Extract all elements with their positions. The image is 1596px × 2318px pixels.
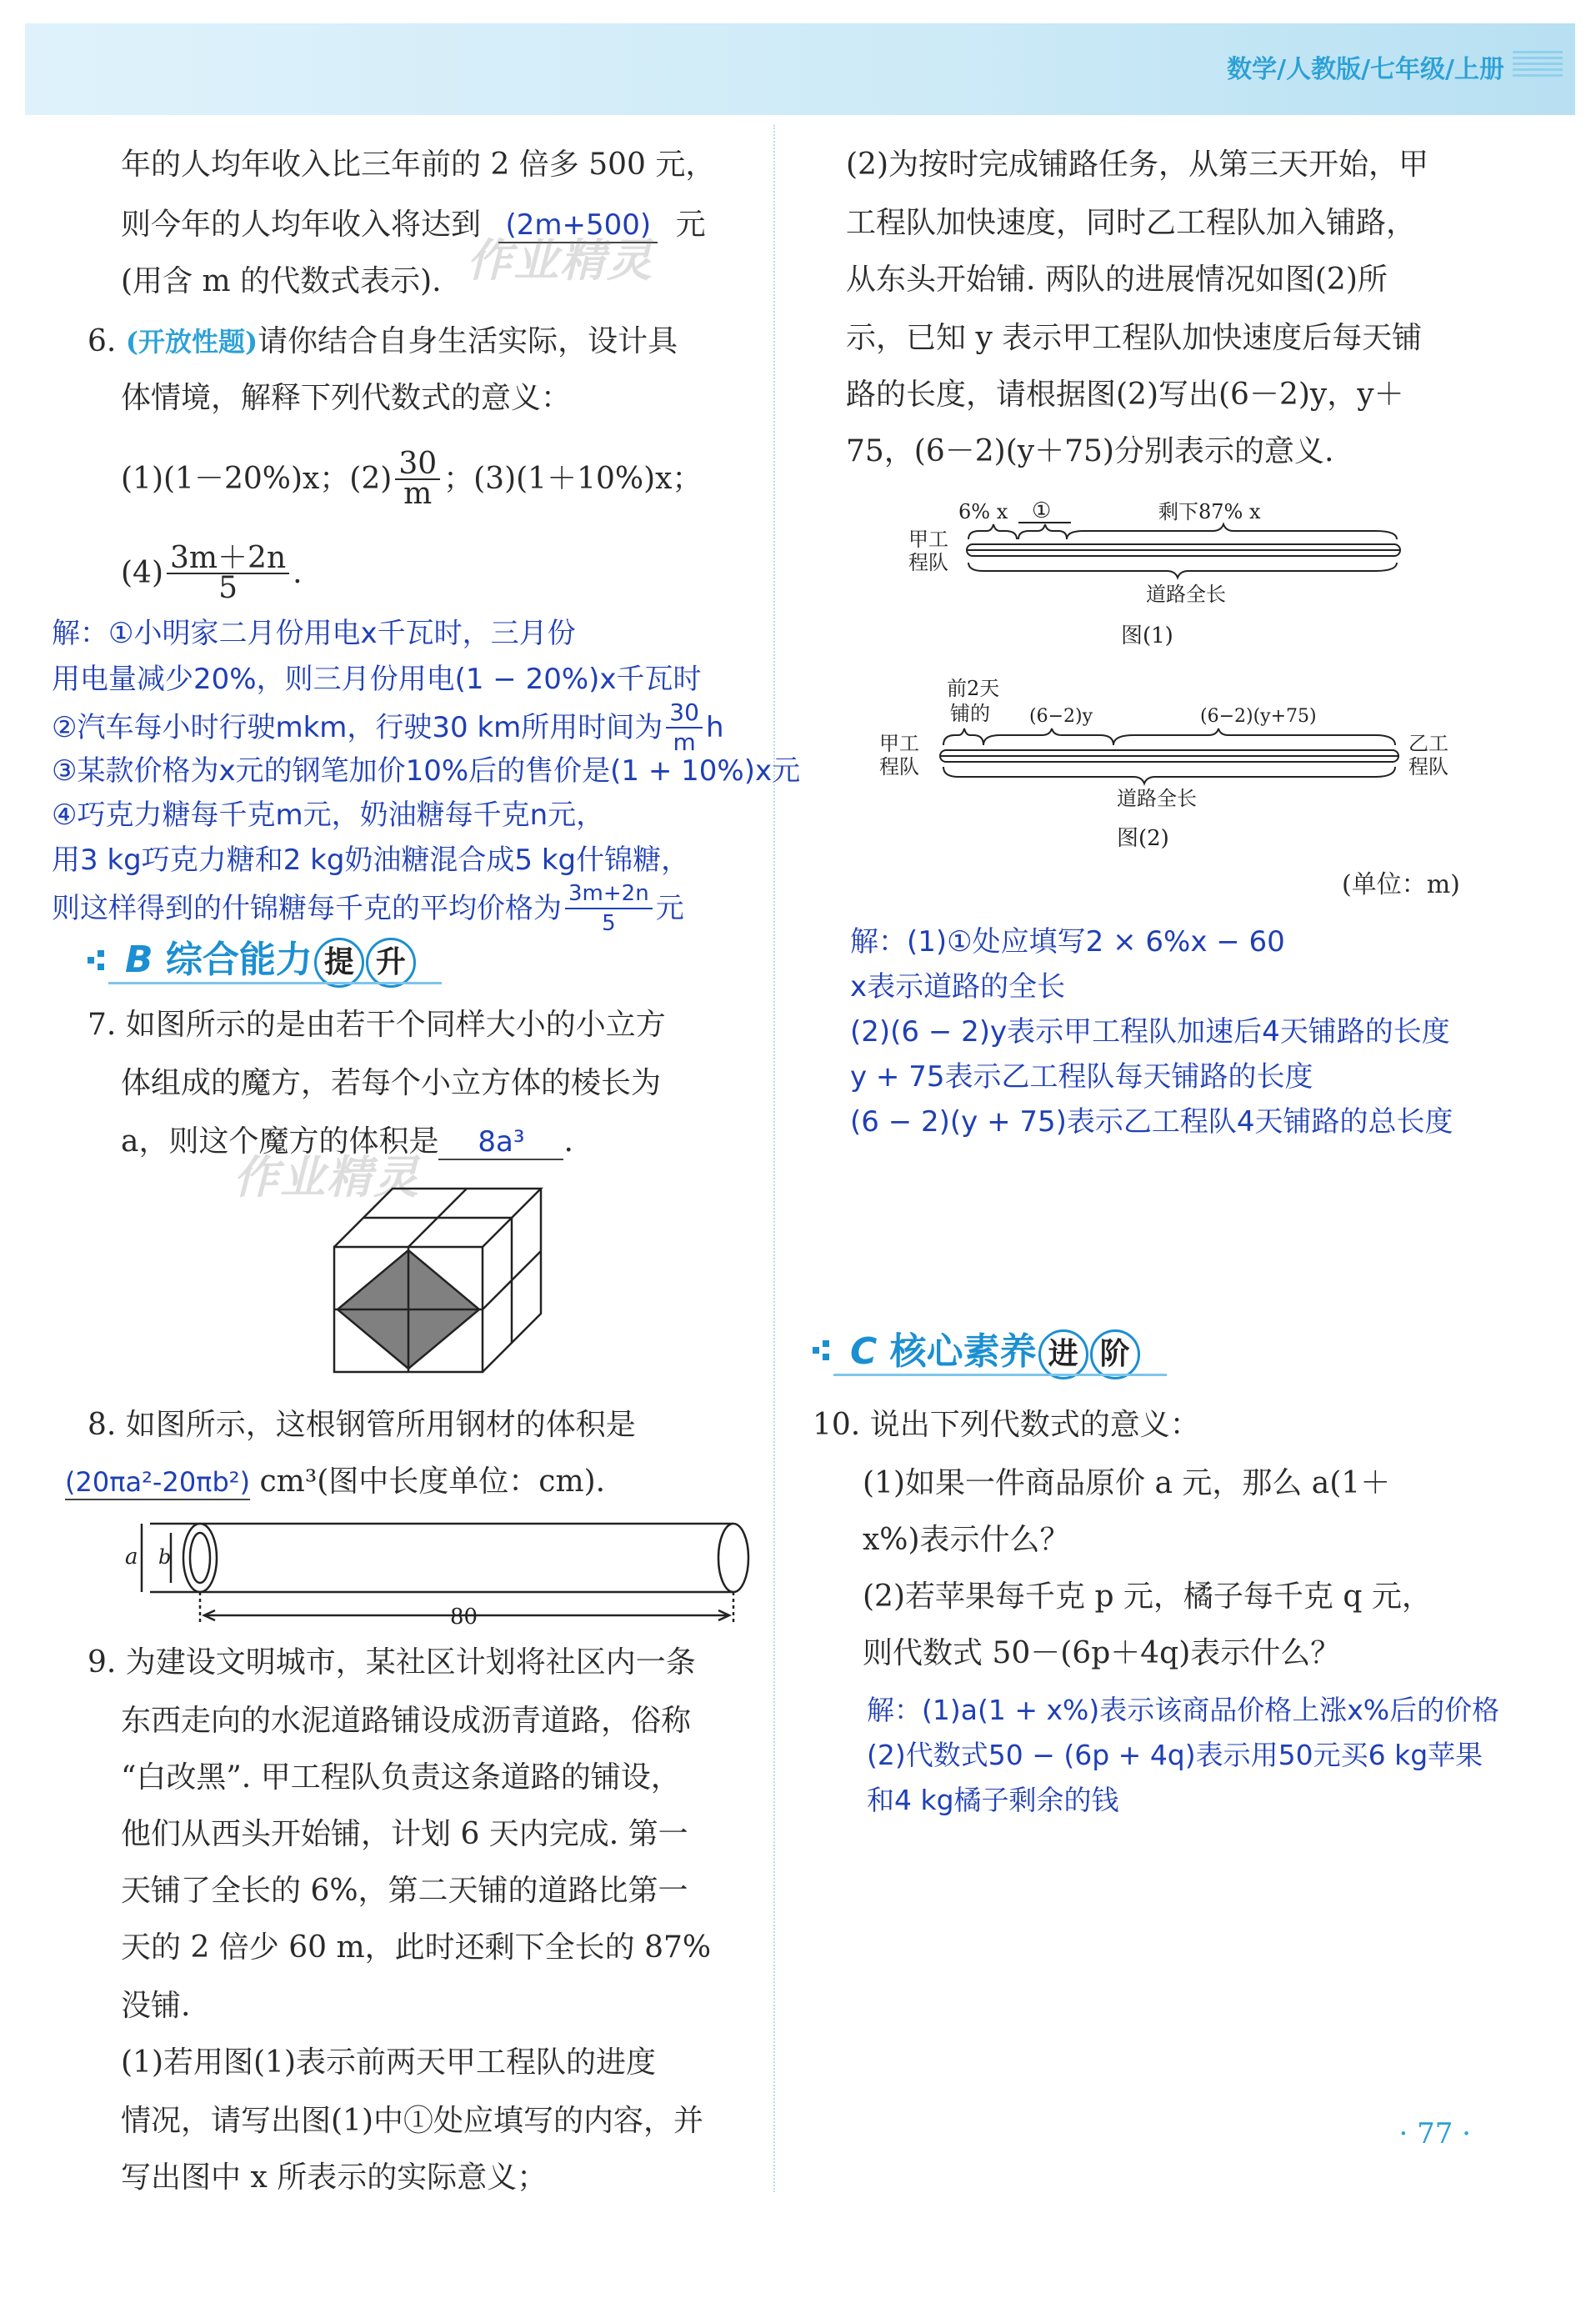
q6-tag: (开放性题) [125, 326, 258, 358]
pipe-figure [117, 1509, 750, 1634]
header-title: 数学/人教版/七年级/上册 [1227, 55, 1504, 84]
fig2-team-b-line1: 乙工 [1408, 732, 1448, 755]
q9-answer-line1: 解：(1)①处应填写2 × 6%x − 60 [850, 925, 1285, 959]
q10-answer-line3: 和4 kg橘子剩余的钱 [867, 1784, 1119, 1816]
q10-line5: 则代数式 50－(6p＋4q)表示什么？ [863, 1636, 1341, 1670]
q7-line3: a，则这个魔方的体积是 8a³ . [121, 1124, 573, 1159]
fig2-team-b-line2: 程队 [1408, 755, 1448, 779]
q5-answer: (2m+500) [498, 208, 658, 243]
q9-answer-line2: x表示道路的全长 [850, 970, 1066, 1004]
q9-part2-line6: 75，(6－2)(y＋75)分别表示的意义. [846, 434, 1334, 468]
q8-line1: 8. 如图所示，这根钢管所用钢材的体积是 [88, 1408, 636, 1442]
fig2-label-team-b: (6−2)(y+75) [1200, 706, 1317, 727]
q9-part2-line1: (2)为按时完成铺路任务，从第三天开始，甲 [846, 148, 1428, 182]
q5-line2: 则今年的人均年收入将达到 (2m+500) 元 [121, 208, 706, 242]
q9-line3: “白改黑”. 甲工程队负责这条道路的铺设， [121, 1760, 681, 1795]
q6-answer-line4: ③某款价格为x元的钢笔加价10%后的售价是(1 + 10%)x元 [52, 754, 801, 788]
unit-note: (单位：m) [1342, 870, 1460, 899]
q7-line1: 7. 如图所示的是由若干个同样大小的小立方 [88, 1008, 666, 1042]
q9-answer-line4: y + 75表示乙工程队每天铺路的长度 [850, 1060, 1313, 1094]
q6-answer-line2: 用电量减少20%，则三月份用电(1 − 20%)x千瓦时 [52, 663, 702, 696]
q9-line10: 写出图中 x 所表示的实际意义； [121, 2160, 548, 2195]
section-b-dots [88, 950, 106, 975]
q6-fraction-4: $\frac{3m+2n}{5}$ [167, 544, 289, 603]
section-c-dots [813, 1340, 831, 1365]
fig2-team-a-line1: 甲工 [879, 732, 919, 755]
fig2-label-team-a: (6−2)y [1029, 706, 1093, 727]
q6-answer-line3: ②汽车每小时行驶mkm，行驶30 km所用时间为 $\frac{30}{m}$ h [52, 698, 724, 756]
progress-figure-2 [867, 667, 1467, 859]
q7-line2: 体组成的魔方，若每个小立方体的棱长为 [121, 1066, 662, 1100]
q9-answer-line3: (2)(6 − 2)y表示甲工程队加速后4天铺路的长度 [850, 1015, 1450, 1049]
section-c-title: C 核心素养 进 阶 [850, 1321, 1140, 1379]
q9-line7: 没铺. [121, 1989, 191, 2023]
q9-line4: 他们从西头开始铺，计划 6 天内完成. 第一 [121, 1817, 688, 1851]
q7-answer: 8a³ [438, 1125, 563, 1160]
q10-answer-line2: (2)代数式50 − (6p + 4q)表示用50元买6 kg苹果 [867, 1739, 1483, 1771]
fig1-team-a-line2: 程队 [908, 551, 948, 574]
q9-part2-line3: 从东头开始铺. 两队的进展情况如图(2)所 [846, 263, 1388, 297]
q9-line1: 9. 为建设文明城市，某社区计划将社区内一条 [88, 1645, 696, 1680]
fig1-label-6pct: 6% x [958, 500, 1008, 523]
pipe-label-a: a [125, 1544, 138, 1570]
section-b-underline [108, 982, 442, 984]
header-decoration [1513, 50, 1563, 77]
q9-line8: (1)若用图(1)表示前两天甲工程队的进度 [121, 2045, 656, 2080]
q9-answer-line5: (6 − 2)(y + 75)表示乙工程队4天铺路的总长度 [850, 1105, 1453, 1139]
q6-answer-line5: ④巧克力糖每千克m元，奶油糖每千克n元， [52, 799, 605, 832]
section-b-title: B 综合能力 提 升 [125, 929, 416, 988]
q9-part2-line4: 示，已知 y 表示甲工程队加快速度后每天铺 [846, 321, 1423, 355]
q6-line2: 体情境，解释下列代数式的意义： [121, 381, 572, 415]
fig2-team-a-line2: 程队 [879, 755, 919, 779]
q9-part2-line5: 路的长度，请根据图(2)写出(6－2)y，y＋ [846, 378, 1404, 412]
fig1-label-circle1: ① [1032, 498, 1052, 523]
q10-line3: x%)表示什么？ [863, 1523, 1070, 1557]
q5-line1: 年的人均年收入比三年前的 2 倍多 500 元， [121, 148, 716, 182]
q10-line4: (2)若苹果每千克 p 元，橘子每千克 q 元， [863, 1580, 1432, 1614]
q9-line6: 天的 2 倍少 60 m，此时还剩下全长的 87% [121, 1930, 712, 1965]
fig2-label-total: 道路全长 [1117, 787, 1197, 810]
fig1-caption: 图(1) [1121, 623, 1173, 648]
q5-line3: (用含 m 的代数式表示). [121, 264, 442, 298]
q6-fraction-2: $\frac{30}{m}$ [395, 450, 440, 508]
q9-part2-line2: 工程队加快速度，同时乙工程队加入铺路， [846, 206, 1417, 240]
q8-answer: (20πa²-20πb²) [65, 1465, 250, 1500]
q9-line2: 东西走向的水泥道路铺设成沥青道路，俗称 [121, 1704, 692, 1738]
fig2-label-first2days-1: 前2天 [947, 677, 1000, 700]
fig1-team-a-line1: 甲工 [908, 528, 948, 551]
fig1-label-remaining: 剩下87% x [1158, 500, 1261, 523]
q6-item4: (4) $\frac{3m+2n}{5}$ . [121, 541, 303, 605]
section-c-underline [833, 1374, 1167, 1376]
q9-line5: 天铺了全长的 6%，第二天铺的道路比第一 [121, 1874, 688, 1908]
q6-answer-line6: 用3 kg巧克力糖和2 kg奶油糖混合成5 kg什锦糖， [52, 844, 690, 877]
fig1-label-total: 道路全长 [1146, 583, 1226, 606]
watermark-2: 作业精灵 [233, 1151, 420, 1204]
page-number: · 77 · [1398, 2117, 1471, 2150]
q6-items: (1)(1－20%)x；(2) $\frac{30}{m}$ ；(3)(1＋10%)x； [121, 447, 703, 511]
q6-answer-line7: 则这样得到的什锦糖每千克的平均价格为 $\frac{3m+2n}{5}$ 元 [52, 881, 684, 936]
q9-line9: 情况，请写出图(1)中①处应填写的内容，并 [121, 2104, 703, 2138]
q6-answer-line1: 解：①小明家二月份用电x千瓦时，三月份 [52, 617, 576, 650]
q10-line2: (1)如果一件商品原价 a 元，那么 a(1＋ [863, 1466, 1391, 1500]
pipe-label-b: b [158, 1545, 172, 1569]
q10-line1: 10. 说出下列代数式的意义： [813, 1408, 1200, 1442]
pipe-label-length: 80 [450, 1605, 478, 1630]
progress-figure-1 [900, 488, 1433, 654]
q6-line1: 6. (开放性题)请你结合自身生活实际，设计具 [88, 324, 678, 358]
column-divider [773, 125, 775, 2192]
fig2-caption: 图(2) [1117, 826, 1169, 851]
cube-figure [329, 1175, 546, 1384]
fig2-label-first2days-2: 铺的 [950, 702, 990, 725]
q10-answer-line1: 解：(1)a(1 + x%)表示该商品价格上涨x%后的价格 [867, 1694, 1500, 1726]
q8-line2: (20πa²-20πb²) cm³(图中长度单位：cm). [65, 1464, 606, 1499]
watermark: 作业精灵 [467, 234, 653, 287]
